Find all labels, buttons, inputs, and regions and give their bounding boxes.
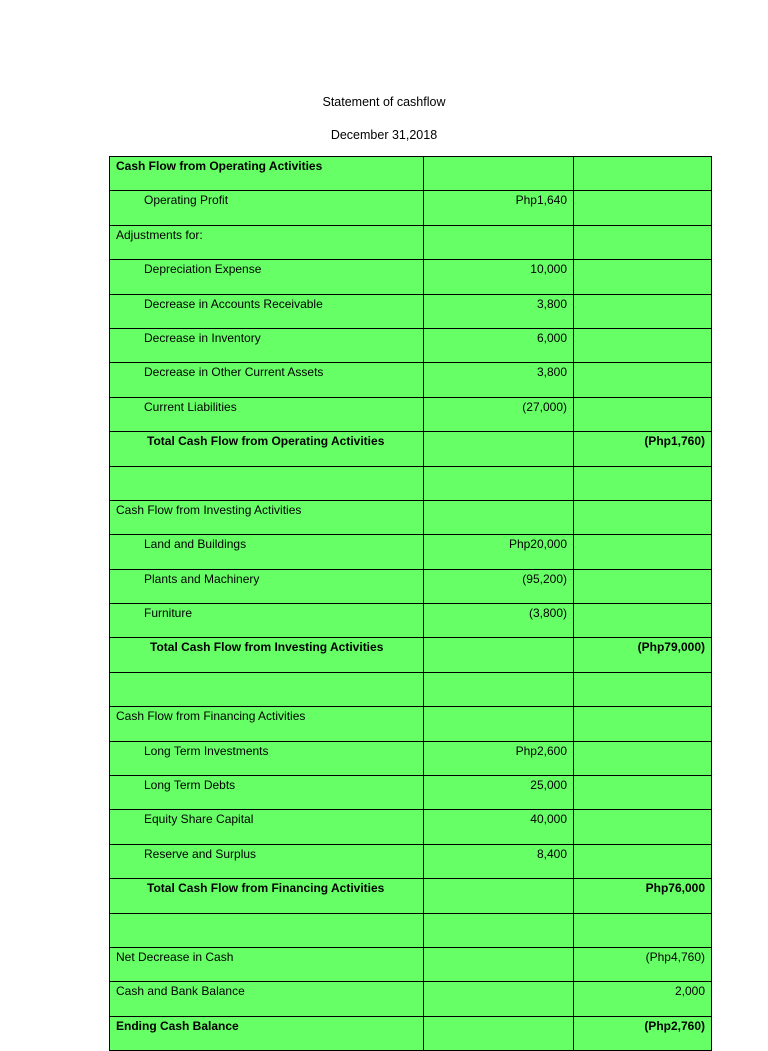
row-total [574,810,712,844]
row-amount [424,672,574,706]
row-label: Decrease in Accounts Receivable [110,294,424,328]
row-total [574,260,712,294]
row-label [110,913,424,947]
row-amount: (95,200) [424,569,574,603]
row-total: (Php2,760) [574,1016,712,1050]
row-amount: 25,000 [424,776,574,810]
row-amount: 3,800 [424,294,574,328]
row-label: Adjustments for: [110,225,424,259]
row-total: Php76,000 [574,879,712,913]
row-amount [424,225,574,259]
row-total: (Php1,760) [574,432,712,466]
row-amount [424,466,574,500]
row-label: Cash Flow from Investing Activities [110,500,424,534]
cashflow-table [109,156,712,1051]
table-row [110,569,712,603]
row-label: Operating Profit [110,191,424,225]
row-label: Total Cash Flow from Financing Activities [110,879,424,913]
table-row [110,328,712,362]
table-row [110,397,712,431]
row-label: Equity Share Capital [110,810,424,844]
row-total [574,225,712,259]
row-total [574,844,712,878]
row-total [574,466,712,500]
row-label: Reserve and Surplus [110,844,424,878]
row-total [574,191,712,225]
row-total [574,707,712,741]
table-row [110,879,712,913]
table-row [110,638,712,672]
row-total: 2,000 [574,982,712,1016]
row-amount [424,1016,574,1050]
table-row [110,741,712,775]
document-title: Statement of cashflow [322,95,446,109]
row-amount [424,913,574,947]
row-total [574,535,712,569]
row-label: Cash Flow from Financing Activities [110,707,424,741]
row-amount: Php20,000 [424,535,574,569]
row-label: Long Term Debts [110,776,424,810]
row-amount [424,432,574,466]
row-total [574,157,712,191]
row-total [574,672,712,706]
table-row [110,776,712,810]
table-row [110,363,712,397]
row-total [574,913,712,947]
row-amount: 8,400 [424,844,574,878]
row-label: Decrease in Other Current Assets [110,363,424,397]
row-label: Depreciation Expense [110,260,424,294]
table-row [110,1016,712,1050]
row-total [574,363,712,397]
row-label: Land and Buildings [110,535,424,569]
row-label: Total Cash Flow from Operating Activities [110,432,424,466]
row-amount [424,982,574,1016]
table-row [110,260,712,294]
table-row [110,844,712,878]
row-amount [424,638,574,672]
row-amount: Php1,640 [424,191,574,225]
row-label: Ending Cash Balance [110,1016,424,1050]
table-row [110,157,712,191]
table-row [110,432,712,466]
row-amount [424,947,574,981]
row-amount: 40,000 [424,810,574,844]
row-amount [424,157,574,191]
row-label: Net Decrease in Cash [110,947,424,981]
row-total [574,776,712,810]
row-amount: 6,000 [424,328,574,362]
blank-row [110,466,712,500]
row-label: Long Term Investments [110,741,424,775]
row-label [110,466,424,500]
row-label: Total Cash Flow from Investing Activities [110,638,424,672]
row-total [574,397,712,431]
table-row [110,535,712,569]
row-total [574,500,712,534]
row-label: Furniture [110,604,424,638]
row-amount: 3,800 [424,363,574,397]
table-row [110,810,712,844]
cashflow-table-body [110,157,712,1051]
row-amount [424,879,574,913]
row-total [574,604,712,638]
row-total [574,569,712,603]
row-label: Cash and Bank Balance [110,982,424,1016]
table-row [110,604,712,638]
row-total [574,741,712,775]
row-label: Current Liabilities [110,397,424,431]
table-row [110,500,712,534]
row-amount [424,707,574,741]
row-total [574,294,712,328]
document-date: December 31,2018 [330,128,438,142]
row-amount: (3,800) [424,604,574,638]
blank-row [110,913,712,947]
row-amount: (27,000) [424,397,574,431]
blank-row [110,672,712,706]
row-label: Decrease in Inventory [110,328,424,362]
row-label: Cash Flow from Operating Activities [110,157,424,191]
table-row [110,947,712,981]
table-row [110,707,712,741]
table-row [110,294,712,328]
row-amount: Php2,600 [424,741,574,775]
row-total: (Php4,760) [574,947,712,981]
row-amount: 10,000 [424,260,574,294]
row-total: (Php79,000) [574,638,712,672]
table-row [110,982,712,1016]
table-row [110,191,712,225]
row-label [110,672,424,706]
row-total [574,328,712,362]
row-amount [424,500,574,534]
table-row [110,225,712,259]
row-label: Plants and Machinery [110,569,424,603]
